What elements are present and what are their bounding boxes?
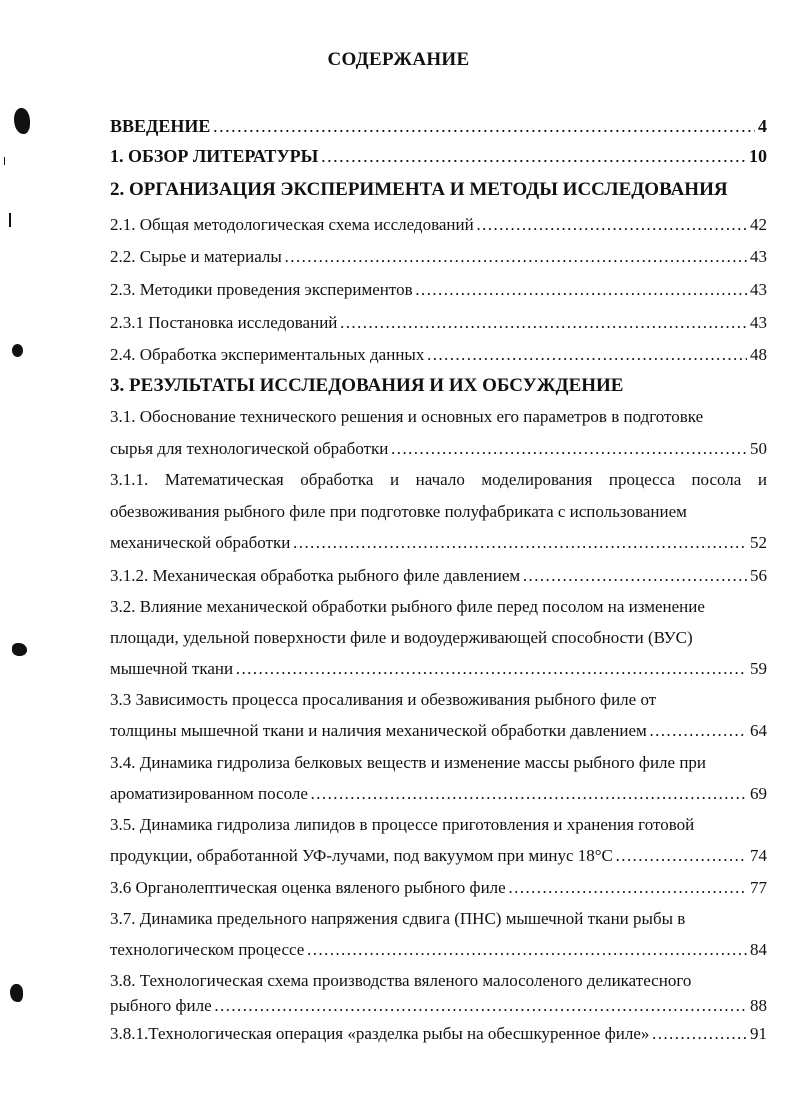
toc-entry-text: ВВЕДЕНИЕ [110,116,211,136]
toc-page-number: 43 [750,247,767,266]
toc-entry-3-8-line-1[interactable]: 3.8. Технологическая схема производства вяленого малосоленого деликатесного [110,971,692,990]
toc-entry-3-1-1-line-1[interactable]: 3.1.1. Математическая обработка и начало моделирования процесса посола и [110,470,767,489]
toc-page-number: 48 [750,345,767,364]
leader-dots [615,846,747,866]
toc-entry-text: механической обработки [110,533,291,552]
toc-page-number: 64 [750,721,767,740]
scan-blot [12,344,23,357]
toc-page-number: 88 [750,996,767,1015]
toc-entry-3-1-2[interactable] [110,566,767,586]
scan-mark [4,157,5,165]
toc-chapter-2-heading[interactable]: 2. ОРГАНИЗАЦИЯ ЭКСПЕРИМЕНТА И МЕТОДЫ ИССЛЕДОВАНИЯ [110,179,728,200]
page-title: СОДЕРЖАНИЕ [327,49,470,70]
toc-entry-chapter-1[interactable] [110,146,767,167]
toc-page-number: 4 [758,116,767,136]
toc-entry-text: мышечной ткани [110,659,234,678]
toc-entry-3-2-line-2[interactable]: площади, удельной поверхности филе и водоудерживающей способности (ВУС) [110,628,693,647]
toc-page-number: 43 [750,313,767,332]
leader-dots [212,116,755,137]
toc-entry-text: 3.6 Органолептическая оценка вяленого рыбного филе [110,878,506,897]
leader-dots [214,996,747,1016]
toc-entry-3-1-1-line-2[interactable]: обезвоживания рыбного филе при подготовке полуфабриката с использованием [110,502,687,521]
toc-entry-text: 2.3.1 Постановка исследований [110,313,338,332]
toc-entry-intro[interactable] [110,116,767,137]
leader-dots [339,313,747,333]
scan-blot [14,108,30,134]
toc-page-number: 91 [750,1024,767,1043]
toc-page-number: 43 [750,280,767,299]
toc-entry-3-6[interactable] [110,878,767,898]
toc-entry-text: ароматизированном посоле [110,784,308,803]
toc-entry-2-1[interactable] [110,215,767,235]
leader-dots [310,784,747,804]
toc-page-number: 50 [750,439,767,458]
toc-entry-3-7[interactable] [110,940,767,960]
toc-entry-3-2[interactable] [110,659,767,679]
toc-entry-text: технологическом процессе [110,940,305,959]
toc-entry-3-4-line-1[interactable]: 3.4. Динамика гидролиза белковых веществ и изменение массы рыбного филе при [110,753,707,772]
toc-entry-3-8[interactable] [110,996,767,1016]
toc-entry-text: рыбного филе [110,996,212,1015]
scan-mark [9,213,11,227]
toc-page-number: 52 [750,533,767,552]
toc-entry-3-8-1[interactable] [110,1024,767,1044]
toc-entry-text: 3.1.2. Механическая обработка рыбного филе давлением [110,566,521,585]
toc-page-number: 69 [750,784,767,803]
leader-dots [235,659,747,679]
toc-page-number: 84 [750,940,767,959]
toc-entry-3-5-line-1[interactable]: 3.5. Динамика гидролиза липидов в процессе приготовления и хранения готовой [110,815,695,834]
toc-page-number: 59 [750,659,767,678]
leader-dots [292,533,747,553]
toc-entry-3-5[interactable] [110,846,767,866]
toc-page-number: 74 [750,846,767,865]
toc-entry-3-1-line-1[interactable]: 3.1. Обоснование технического решения и основных его параметров в подготовке [110,407,704,426]
leader-dots [426,345,747,365]
toc-chapter-3-heading[interactable]: 3. РЕЗУЛЬТАТЫ ИССЛЕДОВАНИЯ И ИХ ОБСУЖДЕНИЕ [110,375,624,396]
leader-dots [476,215,747,235]
toc-entry-2-3[interactable] [110,280,767,300]
leader-dots [415,280,747,300]
toc-page-number: 10 [749,146,767,166]
toc-entry-2-3-1[interactable] [110,313,767,333]
leader-dots [651,1024,747,1044]
toc-entry-text: сырья для технологической обработки [110,439,389,458]
toc-page-number: 42 [750,215,767,234]
leader-dots [522,566,747,586]
toc-entry-text: 2.1. Общая методологическая схема исследований [110,215,474,234]
toc-entry-text: 1. ОБЗОР ЛИТЕРАТУРЫ [110,146,319,166]
leader-dots [284,247,747,267]
leader-dots [649,721,747,741]
leader-dots [320,146,746,167]
toc-entry-3-3[interactable] [110,721,767,741]
scan-blot [10,984,23,1002]
toc-entry-3-3-line-1[interactable]: 3.3 Зависимость процесса просаливания и обезвоживания рыбного филе от [110,690,657,709]
toc-entry-text: продукции, обработанной УФ-лучами, под вакуумом при минус 18°С [110,846,613,865]
toc-entry-3-4[interactable] [110,784,767,804]
toc-page-number: 77 [750,878,767,897]
toc-page-number: 56 [750,566,767,585]
toc-entry-2-2[interactable] [110,247,767,267]
toc-entry-3-2-line-1[interactable]: 3.2. Влияние механической обработки рыбного филе перед посолом на изменение [110,597,705,616]
toc-entry-3-1-1[interactable] [110,533,767,553]
toc-entry-text: толщины мышечной ткани и наличия механической обработки давлением [110,721,647,740]
leader-dots [390,439,747,459]
toc-entry-3-7-line-1[interactable]: 3.7. Динамика предельного напряжения сдвига (ПНС) мышечной ткани рыбы в [110,909,686,928]
toc-entry-text: 3.8.1.Технологическая операция «разделка рыбы на обесшкуренное филе» [110,1024,650,1043]
toc-entry-2-4[interactable] [110,345,767,365]
toc-entry-text: 2.2. Сырье и материалы [110,247,282,266]
leader-dots [306,940,747,960]
toc-entry-text: 2.3. Методики проведения экспериментов [110,280,413,299]
leader-dots [508,878,747,898]
toc-entry-3-1[interactable] [110,439,767,459]
scan-blot [12,643,27,656]
toc-entry-text: 2.4. Обработка экспериментальных данных [110,345,425,364]
